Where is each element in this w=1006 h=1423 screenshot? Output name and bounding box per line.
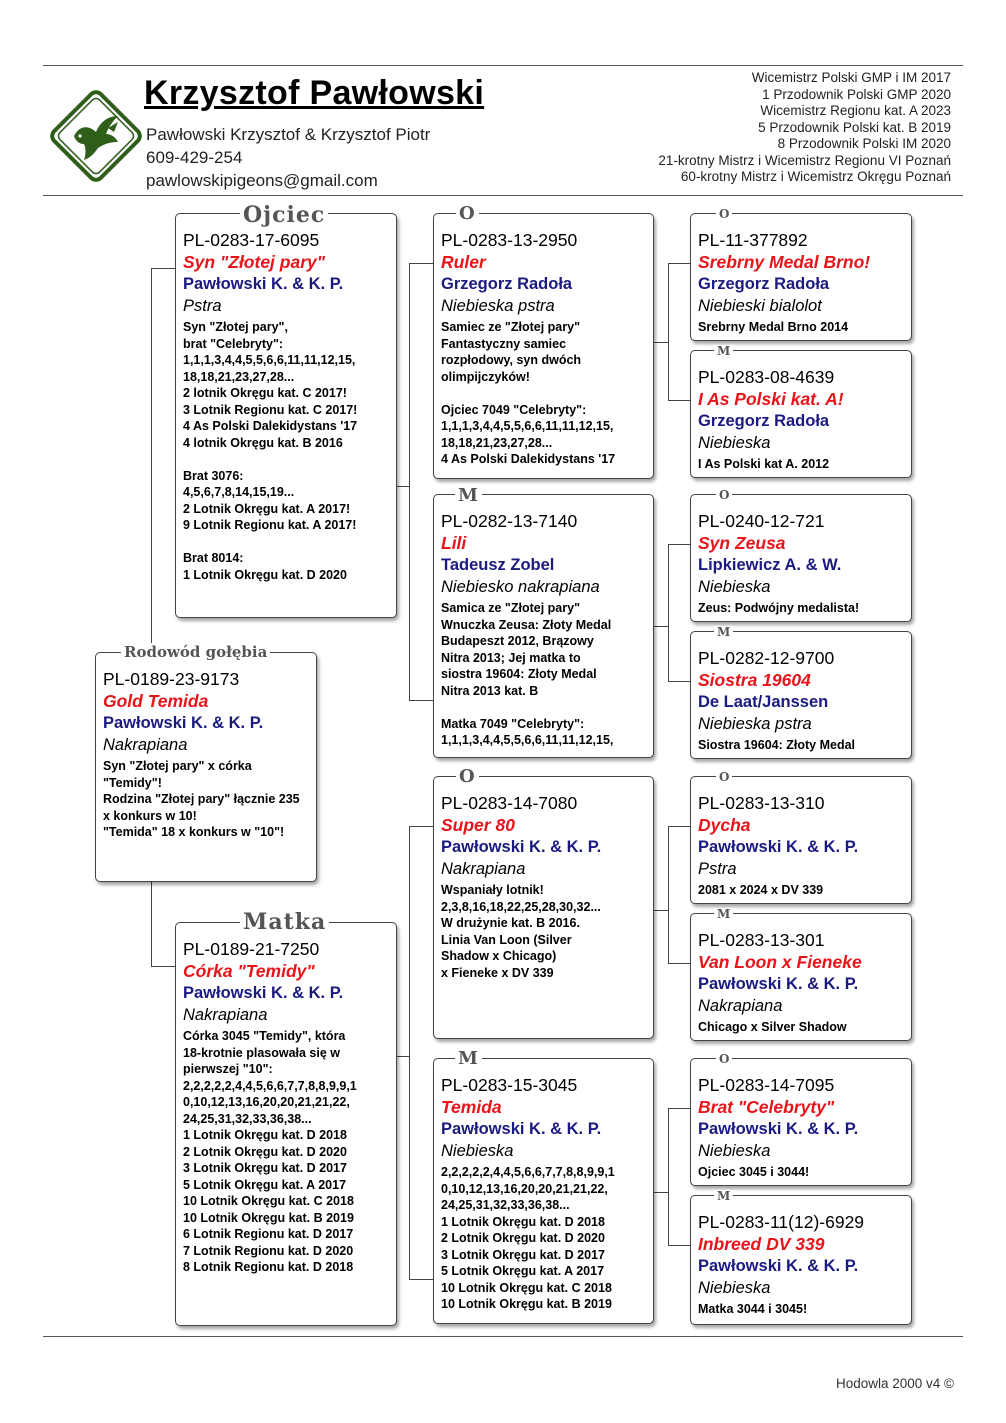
description: Siostra 19604: Złoty Medal <box>698 738 856 752</box>
dam-label: M <box>714 1190 733 1202</box>
achievement-item: 21-krotny Mistrz i Wicemistrz Regionu VI Poznań <box>658 152 951 168</box>
pigeon-card <box>95 652 317 882</box>
breeder: Pawłowski K. & K. P. <box>698 1120 859 1138</box>
achievement-item: 1 Przodownik Polski GMP 2020 <box>762 86 951 102</box>
connector-gp2-stub <box>654 626 668 627</box>
pigeon-name: Brat "Celebryty" <box>698 1097 835 1117</box>
father-father-card <box>433 213 654 479</box>
breeder: Pawłowski K. & K. P. <box>183 275 344 293</box>
connector-to-mother <box>151 882 176 967</box>
breeder: Pawłowski K. & K. P. <box>441 1120 602 1138</box>
breeder: Grzegorz Radoła <box>698 412 830 430</box>
breeder: Tadeusz Zobel <box>441 556 555 574</box>
achievement-item: 8 Przodownik Polski IM 2020 <box>777 136 951 151</box>
sire-label: O <box>716 771 732 783</box>
dam-label: M <box>455 484 482 508</box>
breeder: De Laat/Janssen <box>698 693 829 711</box>
footer-text: Hodowla 2000 v4 © <box>835 1376 954 1391</box>
achievement-item: 5 Przodownik Polski kat. B 2019 <box>758 119 951 135</box>
connector-gp4 <box>668 1108 691 1246</box>
description: 2,2,2,2,2,4,4,5,6,6,7,7,8,8,9,9,1 0,10,12,13,16,20,20,21,21,22, 24,25,31,32,33,36,38... 1 Lotnik Okręgu kat. D 2018 2 Lotnik Okręgu kat. D 2020 3 Lotnik Okręgu kat. D 2017 5 Lotnik Okręgu kat. A 2017 10 Lotnik Okręgu kat. C 2018 10 Lotnik Okręgu kat. B 2019 <box>441 1165 615 1311</box>
breeder: Lipkiewicz A. & W. <box>698 556 842 574</box>
ring-number: PL-0283-08-4639 <box>698 367 835 387</box>
plumage-color: Pstra <box>698 860 737 878</box>
connector-to-father <box>151 268 176 651</box>
description: 2081 x 2024 x DV 339 <box>698 883 824 897</box>
pigeon-name: I As Polski kat. A! <box>698 389 844 409</box>
sire-label: O <box>716 489 732 501</box>
plumage-color: Niebieska <box>698 1279 771 1297</box>
ggp-ffm-card <box>690 350 912 478</box>
ring-number: PL-0282-12-9700 <box>698 648 835 668</box>
ggp-mmm-card <box>690 1195 912 1325</box>
father-card <box>175 213 397 618</box>
breeder: Pawłowski K. & K. P. <box>441 838 602 856</box>
ggp-mmf-card <box>690 1058 912 1186</box>
mother-father-card <box>433 776 654 1039</box>
plumage-color: Niebieska <box>698 1142 771 1160</box>
ring-number: PL-11-377892 <box>698 230 808 250</box>
mother-mother-card <box>433 1058 654 1324</box>
connector-gp4-stub <box>654 1192 668 1193</box>
pigeon-name: Temida <box>441 1097 502 1117</box>
connector-gp3-stub <box>654 910 668 911</box>
footer-rule <box>43 1336 963 1337</box>
description: Syn "Złotej pary" x córka "Temidy"! Rodzina "Złotej pary" łącznie 235 x konkurs w 10! "Temida" 18 x konkurs w "10"! <box>103 759 300 839</box>
ggp-fmm-card <box>690 631 912 759</box>
connector-gp1-stub <box>654 342 668 343</box>
pigeon-name: Syn Zeusa <box>698 533 786 553</box>
mother-card <box>175 922 397 1326</box>
sire-label: O <box>456 765 479 789</box>
breeder: Pawłowski K. & K. P. <box>103 714 264 732</box>
connector-father-stub <box>397 486 409 487</box>
description: Zeus: Podwójny medalista! <box>698 601 860 615</box>
pigeon-name: Inbreed DV 339 <box>698 1234 825 1254</box>
description: Srebrny Medal Brno 2014 <box>698 320 849 334</box>
ggp-mfm-card <box>690 913 912 1041</box>
plumage-color: Niebieska pstra <box>698 715 812 733</box>
ring-number: PL-0283-15-3045 <box>441 1075 578 1095</box>
connector-mother-stub <box>397 1056 409 1057</box>
ring-number: PL-0283-13-301 <box>698 930 825 950</box>
plumage-color: Niebiesko nakrapiana <box>441 578 600 596</box>
breeder: Pawłowski K. & K. P. <box>698 1257 859 1275</box>
father-mother-card <box>433 494 654 758</box>
phone-text: 609-429-254 <box>146 148 243 167</box>
dam-label: M <box>714 345 733 357</box>
plumage-color: Pstra <box>183 297 222 315</box>
description: Matka 3044 i 3045! <box>698 1302 808 1316</box>
dam-label: M <box>455 1047 482 1071</box>
breeder: Grzegorz Radoła <box>441 275 573 293</box>
sire-label: O <box>716 1053 732 1065</box>
description: Samica ze "Złotej pary" Wnuczka Zeusa: Złoty Medal Budapeszt 2012, Brązowy Nitra 2013; Jej matka to siostra 19604: Złoty Medal Nitra 2013 kat. B Matka 7049 "Celebryty": 1,1,1,3,4,4,5,5,6,6,11,11,12,15, <box>441 601 614 747</box>
pigeon-name: Super 80 <box>441 815 515 835</box>
achievements-list <box>658 70 951 186</box>
plumage-color: Nakrapiana <box>183 1006 268 1024</box>
sire-label: O <box>716 208 732 220</box>
plumage-color: Nakrapiana <box>103 736 188 754</box>
breeder: Pawłowski K. & K. P. <box>183 984 344 1002</box>
ring-number: PL-0189-21-7250 <box>183 939 320 959</box>
connector-gp2 <box>668 544 691 682</box>
achievement-item: Wicemistrz Polski GMP i IM 2017 <box>751 70 951 85</box>
description: Córka 3045 "Temidy", która 18-krotnie plasowała się w pierwszej "10": 2,2,2,2,2,4,4,5,6,6,7,7,8,8,9,9,1 0,10,12,13,16,20,20,21,21,22, 24,25,31,32,33,36,38... 1 Lotnik Okręgu kat. D 2018 2 Lotnik Okręgu kat. D 2020 3 Lotnik Okręgu kat. D 2017 5 Lotnik Okręgu kat. A 2017 10 Lotnik Okręgu kat. C 2018 10 Lotnik Okręgu kat. B 2019 6 Lotnik Regionu kat. D 2017 7 Lotnik Regionu kat. D 2020 8 Lotnik Regionu kat. D 2018 <box>183 1029 357 1274</box>
description: Ojciec 3045 i 3044! <box>698 1165 810 1179</box>
ring-number: PL-0282-13-7140 <box>441 511 578 531</box>
pigeon-name: Gold Temida <box>103 691 209 711</box>
plumage-color: Niebieska <box>698 578 771 596</box>
pigeon-name: Dycha <box>698 815 751 835</box>
pigeon-name: Córka "Temidy" <box>183 961 315 981</box>
connector-gp3 <box>668 826 691 964</box>
ggp-mff-card <box>690 776 912 904</box>
top-rule <box>43 65 963 66</box>
ring-number: PL-0283-17-6095 <box>183 230 320 250</box>
plumage-color: Nakrapiana <box>698 997 783 1015</box>
breeder: Pawłowski K. & K. P. <box>698 838 859 856</box>
description: Syn "Złotej pary", brat "Celebryty": 1,1,1,3,4,4,5,5,6,6,11,11,12,15, 18,18,21,23,27,28... 2 lotnik Okręgu kat. C 2017! 3 Lotnik Regionu kat. C 2017! 4 As Polski Dalekidystans '17 4 lotnik Okręgu kat. B 2016 Brat 3076: 4,5,6,7,8,14,15,19... 2 Lotnik Okręgu kat. A 2017! 9 Lotnik Regionu kat. A 2017! Brat 8014: 1 Lotnik Okręgu kat. D 2020 <box>183 320 358 582</box>
plumage-color: Niebieska pstra <box>441 297 555 315</box>
breeder-name: Krzysztof Pawłowski <box>144 74 485 112</box>
mother-label: Matka <box>240 910 329 934</box>
ring-number: PL-0283-14-7080 <box>441 793 578 813</box>
owners-text: Pawłowski Krzysztof & Krzysztof Piotr <box>146 125 431 144</box>
sire-label: O <box>456 202 479 226</box>
header-bottom-rule <box>43 195 963 196</box>
ring-number: PL-0283-13-2950 <box>441 230 578 250</box>
ring-number: PL-0283-13-310 <box>698 793 825 813</box>
dam-label: M <box>714 908 733 920</box>
plumage-color: Nakrapiana <box>441 860 526 878</box>
plumage-color: Niebieska <box>441 1142 514 1160</box>
father-label: Ojciec <box>240 203 328 227</box>
breeder: Grzegorz Radoła <box>698 275 830 293</box>
pigeon-name: Van Loon x Fieneke <box>698 952 862 972</box>
ggp-fff-card <box>690 213 912 341</box>
connector-father-parents <box>409 263 434 701</box>
description: Chicago x Silver Shadow <box>698 1020 847 1034</box>
pigeon-name: Lili <box>441 533 467 553</box>
description: Samiec ze "Złotej pary" Fantastyczny samiec rozpłodowy, syn dwóch olimpijczyków! Ojciec 7049 "Celebryty": 1,1,1,3,4,4,5,5,6,6,11,11,12,15, 18,18,21,23,27,28... 4 As Polski Dalekidystans '17 <box>441 320 616 466</box>
ring-number: PL-0283-14-7095 <box>698 1075 835 1095</box>
email-text: pawlowskipigeons@gmail.com <box>146 171 378 190</box>
ring-number: PL-0189-23-9173 <box>103 669 240 689</box>
pigeon-name: Syn "Złotej pary" <box>183 252 326 272</box>
pigeon-name: Srebrny Medal Brno! <box>698 252 871 272</box>
pedigree-label: Rodowód gołębia <box>121 643 270 661</box>
dam-label: M <box>714 626 733 638</box>
achievement-item: 60-krotny Mistrz i Wicemistrz Okręgu Poznań <box>680 169 951 184</box>
plumage-color: Niebieski bialolot <box>698 297 822 315</box>
breeder: Pawłowski K. & K. P. <box>698 975 859 993</box>
connector-gp1 <box>668 263 691 401</box>
ggp-fmf-card <box>690 494 912 622</box>
description: Wspaniały lotnik! 2,3,8,16,18,22,25,28,30,32... W drużynie kat. B 2016. Linia Van Loon (Silver Shadow x Chicago) x Fieneke x DV 339 <box>441 883 601 980</box>
description: I As Polski kat A. 2012 <box>698 457 830 471</box>
ring-number: PL-0240-12-721 <box>698 511 825 531</box>
achievement-item: Wicemistrz Regionu kat. A 2023 <box>760 103 951 118</box>
pigeon-name: Ruler <box>441 252 486 272</box>
plumage-color: Niebieska <box>698 434 771 452</box>
ring-number: PL-0283-11(12)-6929 <box>698 1212 865 1232</box>
dove-logo-icon <box>46 86 146 186</box>
pigeon-name: Siostra 19604 <box>698 670 811 690</box>
connector-mother-parents <box>409 826 434 1280</box>
